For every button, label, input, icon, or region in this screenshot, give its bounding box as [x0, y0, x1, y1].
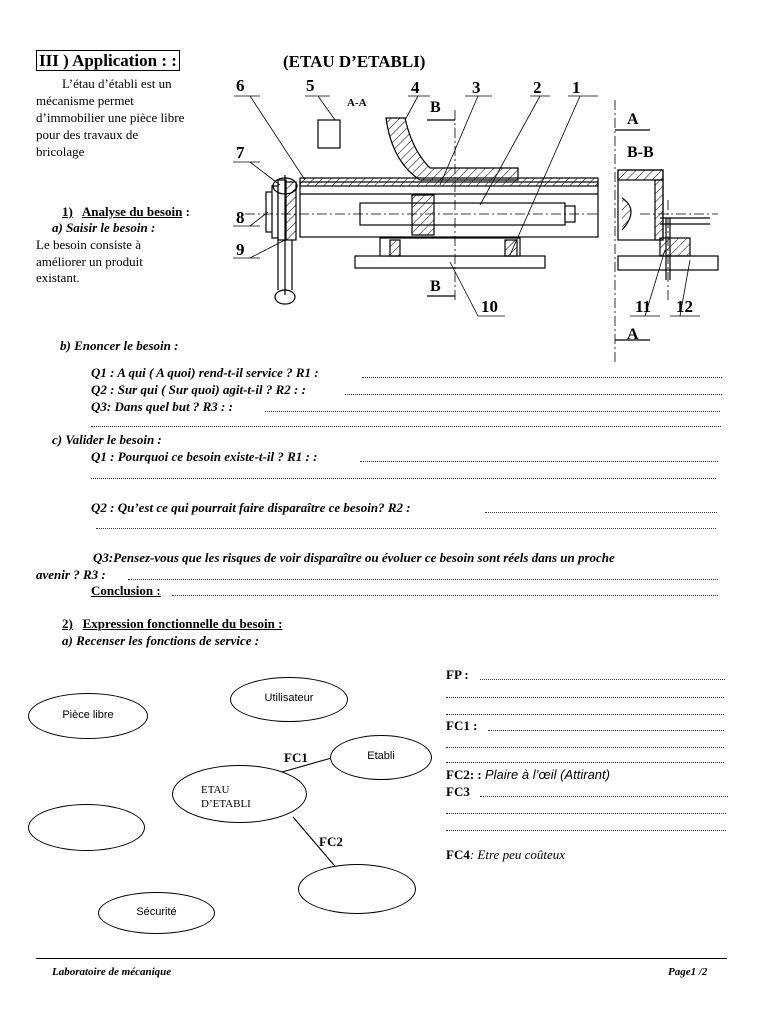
footer-left: Laboratoire de mécanique — [52, 966, 172, 978]
enoncer-q3: Q3: Dans quel but ? R3 : : — [91, 399, 233, 414]
fc3-line-3[interactable] — [446, 830, 726, 831]
footer-right: Page1 /2 — [668, 966, 708, 978]
fp-line-1[interactable] — [480, 679, 725, 680]
intro-line: L’étau d’établi est un — [62, 76, 172, 91]
fc3-line-1[interactable] — [480, 796, 728, 797]
fc2-link-label: FC2 — [319, 834, 343, 849]
enoncer-q1: Q1 : A qui ( A quoi) rend-t-il service ? R1 : — [91, 365, 319, 380]
section-label-bb: B-B — [627, 144, 654, 161]
ellipse-piece-libre — [28, 693, 148, 739]
expression-subtitle: a) Recenser les fonctions de service : — [62, 633, 260, 648]
part-number-9: 9 — [236, 240, 245, 259]
fc3-label: FC3 — [446, 784, 470, 799]
fc1-line-3[interactable] — [446, 762, 724, 763]
part-number-8: 8 — [236, 208, 245, 227]
fc2-label: FC2: : — [446, 767, 482, 782]
section-label-a-top: A — [627, 111, 639, 128]
expression-title: Expression fonctionnelle du besoin : — [82, 616, 283, 631]
ellipse-piece-libre-label: Pièce libre — [62, 709, 114, 721]
fc4-label: FC4 — [446, 847, 470, 862]
fc2-text: Plaire à l’œil (Attirant) — [485, 767, 610, 782]
part-number-10: 10 — [481, 297, 498, 316]
besoin-line: améliorer un produit — [36, 253, 143, 269]
part-number-7: 7 — [236, 143, 245, 162]
ellipse-center-etau — [172, 765, 307, 823]
part-number-6: 6 — [236, 76, 245, 95]
part-number-3: 3 — [472, 78, 481, 97]
ellipse-etabli-label: Etabli — [367, 750, 395, 762]
valider-q3-line2: avenir ? R3 : — [36, 567, 106, 582]
fp-line-2[interactable] — [446, 697, 724, 698]
part-number-1: 1 — [572, 78, 581, 97]
intro-line: d’immobilier une pièce libre — [36, 110, 185, 125]
fc2-row — [446, 767, 610, 783]
fc1-label: FC1 : — [446, 718, 478, 733]
ellipse-empty-left[interactable] — [28, 804, 145, 851]
section-label-aa: A-A — [347, 97, 367, 109]
valider-q2: Q2 : Qu’est ce qui pourrait faire disparaître ce besoin? R2 : — [91, 500, 411, 515]
fc4-row — [446, 847, 565, 863]
ellipse-securite-label: Sécurité — [136, 906, 177, 918]
enoncer-q2: Q2 : Sur qui ( Sur quoi) agit-t-il ? R2 : : — [91, 382, 306, 397]
analysis-title: Analyse du besoin — [81, 204, 183, 219]
ellipse-securite — [98, 892, 215, 934]
ellipse-utilisateur-label: Utilisateur — [264, 692, 314, 704]
fc1-line-2[interactable] — [446, 747, 724, 748]
ellipse-center-label — [201, 783, 251, 811]
intro-line: bricolage — [36, 144, 85, 159]
footer-rule — [36, 958, 727, 959]
section-title-text: III ) Application : : — [36, 50, 180, 71]
section-label-a-bottom: A — [627, 326, 639, 343]
valider-heading: c) Valider le besoin : — [52, 432, 162, 447]
center-label-line1: ETAU — [201, 784, 230, 796]
fp-label: FP : — [446, 667, 469, 682]
ellipse-utilisateur — [230, 677, 348, 722]
section-label-b-top: B — [430, 99, 441, 116]
intro-line: pour des travaux de — [36, 127, 139, 142]
section-label-b-bottom: B — [430, 278, 441, 295]
diagram-title: (ETAU D’ETABLI) — [283, 52, 426, 71]
ellipse-empty-right[interactable] — [298, 864, 416, 914]
part-number-12: 12 — [676, 297, 693, 316]
besoin-line: Le besoin consiste à — [36, 237, 142, 252]
part-number-5: 5 — [306, 76, 315, 95]
fc4-text: : Etre peu coûteux — [469, 847, 566, 862]
analysis-number: 1) — [62, 204, 73, 219]
center-label-line2: D’ETABLI — [201, 798, 251, 810]
valider-q1: Q1 : Pourquoi ce besoin existe-t-il ? R1 : : — [91, 449, 318, 464]
conclusion-label: Conclusion : — [91, 583, 161, 598]
fp-line-3[interactable] — [446, 714, 724, 715]
besoin-line: existant. — [36, 270, 80, 285]
enoncer-heading: b) Enoncer le besoin : — [60, 338, 179, 353]
analysis-colon: : — [182, 204, 190, 219]
expression-number: 2) — [62, 616, 73, 631]
part-number-2: 2 — [533, 78, 542, 97]
fc3-line-2[interactable] — [446, 813, 726, 814]
saisir-heading: a) Saisir le besoin : — [52, 220, 156, 235]
fc1-line-1[interactable] — [488, 730, 724, 731]
intro-line: mécanisme permet — [36, 93, 134, 108]
part-number-11: 11 — [635, 297, 652, 316]
part-number-4: 4 — [411, 78, 420, 97]
valider-q3-line1: Q3:Pensez-vous que les risques de voir disparaître ou évoluer ce besoin sont réels dans un proche — [93, 550, 615, 565]
fc1-link-label: FC1 — [284, 750, 308, 765]
ellipse-etabli — [330, 735, 432, 780]
